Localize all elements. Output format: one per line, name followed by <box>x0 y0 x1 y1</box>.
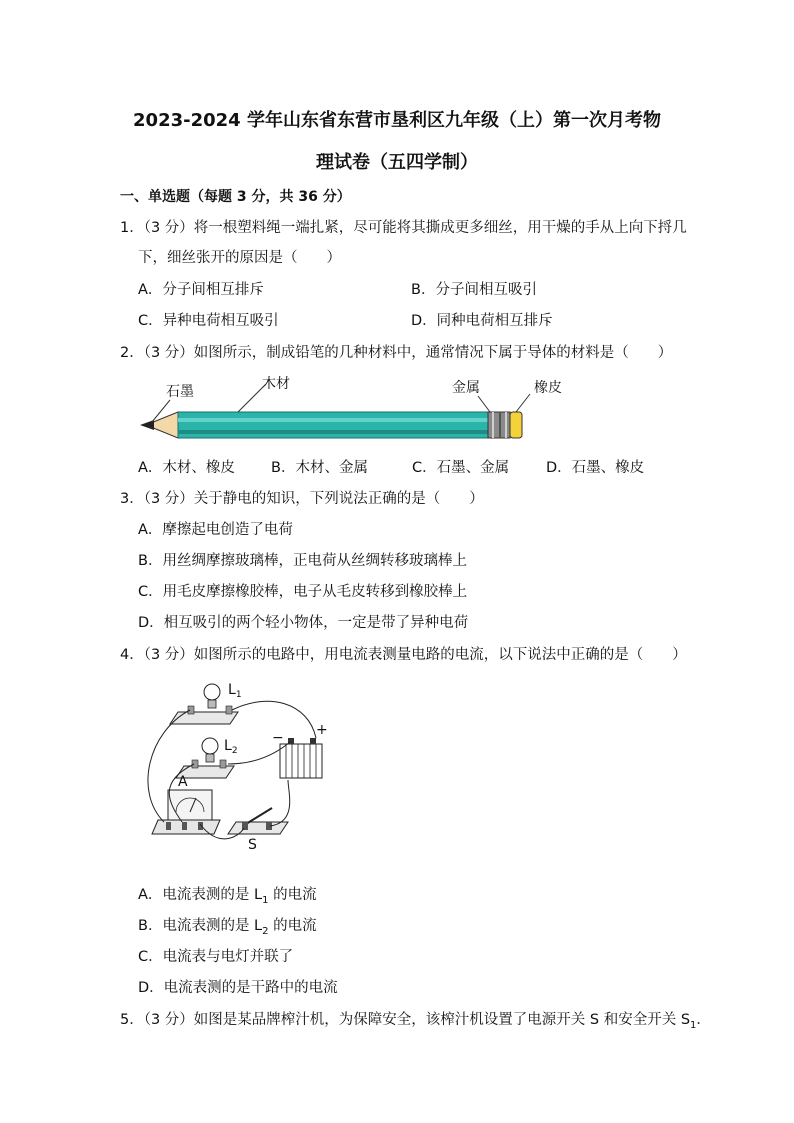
label-rubber: 橡皮 <box>534 380 562 396</box>
pencil-figure <box>138 372 578 447</box>
pencil-body <box>178 412 488 438</box>
q3-option-c: C．用毛皮摩擦橡胶棒，电子从毛皮转移到橡胶棒上 <box>138 584 468 600</box>
q1-option-c: C．异种电荷相互吸引 <box>138 313 279 329</box>
q3-stem: 3．（3 分）关于静电的知识，下列说法正确的是（ ） <box>120 491 484 507</box>
exam-title-line2: 理试卷（五四学制） <box>316 152 478 173</box>
q2-option-b: B．木材、金属 <box>271 460 368 476</box>
circuit-figure <box>138 672 358 852</box>
section-heading: 一、单选题（每题 3 分，共 36 分） <box>120 189 351 205</box>
label-l2: $L_2$ <box>224 738 238 756</box>
q1-option-a: A．分子间相互排斥 <box>138 282 264 298</box>
q2-option-a: A．木材、橡皮 <box>138 460 235 476</box>
q4-stem: 4．（3 分）如图所示的电路中，用电流表测量电路的电流，以下说法中正确的是（ ） <box>120 647 687 663</box>
q5-stem: 5．（3 分）如图是某品牌榨汁机，为保障安全，该榨汁机设置了电源开关 S 和安全开关 $S_1$． <box>120 1012 711 1031</box>
q4-option-c: C．电流表与电灯并联了 <box>138 949 294 965</box>
q1-stem-line1: 1．（3 分）将一根塑料绳一端扎紧，尽可能将其撕成更多细丝，用干燥的手从上向下捋几 <box>120 220 687 236</box>
q2-stem: 2．（3 分）如图所示，制成铅笔的几种材料中，通常情况下属于导体的材料是（ ） <box>120 345 673 361</box>
q3-option-a: A．摩擦起电创造了电荷 <box>138 522 293 538</box>
label-ammeter: A <box>178 774 188 790</box>
exam-title-line1: 2023-2024 学年山东省东营市垦利区九年级（上）第一次月考物 <box>133 110 661 131</box>
bulb-l2-icon <box>202 738 218 754</box>
label-plus: + <box>316 722 328 738</box>
label-graphite: 石墨 <box>166 384 194 400</box>
q2-option-d: D．石墨、橡皮 <box>546 460 645 476</box>
q1-stem-line2: 下，细丝张开的原因是（ ） <box>138 250 341 266</box>
label-minus: − <box>272 730 284 746</box>
pencil-highlight <box>178 418 488 422</box>
q1-option-d: D．同种电荷相互排斥 <box>411 313 553 329</box>
q4-option-d: D．电流表测的是干路中的电流 <box>138 980 338 996</box>
q3-option-b: B．用丝绸摩擦玻璃棒，正电荷从丝绸转移玻璃棒上 <box>138 553 467 569</box>
label-switch: S <box>248 837 257 852</box>
q4-option-a: A．电流表测的是 $L_1$ 的电流 <box>138 887 317 906</box>
q2-option-c: C．石墨、金属 <box>412 460 510 476</box>
pencil-eraser <box>510 412 522 438</box>
q3-option-d: D．相互吸引的两个轻小物体，一定是带了异种电荷 <box>138 615 469 631</box>
label-l1: $L_1$ <box>228 682 242 700</box>
ammeter-icon <box>168 790 212 822</box>
label-metal: 金属 <box>452 380 480 396</box>
q1-option-b: B．分子间相互吸引 <box>411 282 537 298</box>
pencil-shadow <box>178 430 488 434</box>
q4-option-b: B．电流表测的是 $L_2$ 的电流 <box>138 918 317 937</box>
bulb-l1-icon <box>204 684 220 700</box>
label-wood: 木材 <box>262 376 290 392</box>
